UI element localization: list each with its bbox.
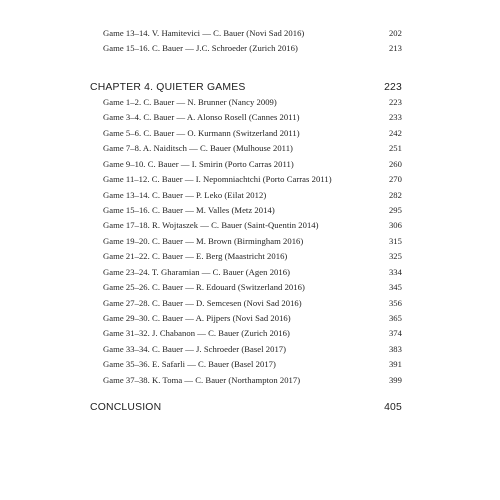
conclusion-page: 405 xyxy=(384,402,402,414)
toc-entry xyxy=(90,205,402,220)
chapter-heading xyxy=(90,82,402,93)
entry-title: Game 25–26. C. Bauer — R. Edouard (Switzerland 2016) xyxy=(103,282,305,293)
entry-page: 282 xyxy=(388,189,402,200)
entry-page: 223 xyxy=(388,96,402,107)
entry-page: 399 xyxy=(388,374,402,385)
toc-entry xyxy=(90,28,402,43)
toc-entry xyxy=(90,236,402,251)
toc-entry xyxy=(90,313,402,328)
entry-title: Game 29–30. C. Bauer — A. Pijpers (Novi Sad 2016) xyxy=(103,313,291,323)
entry-page: 242 xyxy=(388,127,402,138)
entry-title: Game 9–10. C. Bauer — I. Smirin (Porto Carras 2011) xyxy=(103,158,294,169)
entry-page: 345 xyxy=(388,282,402,293)
entry-page: 295 xyxy=(388,204,402,215)
entry-title: Game 23–24. T. Gharamian — C. Bauer (Agen 2016) xyxy=(103,266,290,277)
conclusion-heading xyxy=(90,402,402,413)
entry-page: 260 xyxy=(388,158,402,169)
toc-entry xyxy=(90,190,402,205)
toc-entry xyxy=(90,128,402,143)
toc-entry xyxy=(90,282,402,297)
entry-title: Game 31–32. J. Chabanon — C. Bauer (Zurich 2016) xyxy=(103,328,290,339)
entry-page: 334 xyxy=(388,266,402,277)
toc-entry xyxy=(90,359,402,374)
chapter-page: 223 xyxy=(384,81,402,93)
entry-title: Game 11–12. C. Bauer — I. Nepomniachtchi (Porto Carras 2011) xyxy=(103,174,332,185)
toc-entry xyxy=(90,328,402,343)
toc-entry xyxy=(90,174,402,189)
entry-title: Game 15–16. C. Bauer — M. Valles (Metz 2014) xyxy=(103,204,275,215)
table-of-contents xyxy=(90,28,402,413)
entry-title: Game 13–14. V. Hamitevici — C. Bauer (Novi Sad 2016) xyxy=(103,28,305,38)
entry-page: 315 xyxy=(388,235,402,246)
entry-title: Game 21–22. C. Bauer — E. Berg (Maastricht 2016) xyxy=(103,251,288,262)
conclusion-title: CONCLUSION xyxy=(90,402,162,414)
entry-page: 251 xyxy=(388,143,402,154)
entry-title: Game 37–38. K. Toma — C. Bauer (Northampton 2017) xyxy=(103,374,301,385)
entry-title: Game 27–28. C. Bauer — D. Semcesen (Novi Sad 2016) xyxy=(103,297,302,308)
toc-entry xyxy=(90,251,402,266)
toc-entry xyxy=(90,298,402,313)
entry-page: 202 xyxy=(388,28,402,38)
entry-page: 383 xyxy=(388,343,402,354)
entry-title: Game 33–34. C. Bauer — J. Schroeder (Basel 2017) xyxy=(103,343,287,354)
chapter-title: CHAPTER 4. QUIETER GAMES xyxy=(90,81,246,93)
entry-page: 233 xyxy=(388,112,402,123)
entry-page: 356 xyxy=(388,297,402,308)
entry-title: Game 13–14. C. Bauer — P. Leko (Eilat 2012) xyxy=(103,189,267,200)
entry-title: Game 15–16. C. Bauer — J.C. Schroeder (Zurich 2016) xyxy=(103,43,298,54)
entry-title: Game 3–4. C. Bauer — A. Alonso Rosell (Cannes 2011) xyxy=(103,112,300,123)
toc-entry xyxy=(90,159,402,174)
toc-entry xyxy=(90,344,402,359)
toc-entry xyxy=(90,97,402,112)
entry-page: 325 xyxy=(388,251,402,262)
toc-entry xyxy=(90,143,402,158)
toc-entry xyxy=(90,112,402,127)
entry-page: 270 xyxy=(388,174,402,185)
entry-title: Game 7–8. A. Naiditsch — C. Bauer (Mulhouse 2011) xyxy=(103,143,293,154)
toc-entry xyxy=(90,220,402,235)
entry-page: 213 xyxy=(388,43,402,54)
toc-entry xyxy=(90,267,402,282)
entry-page: 306 xyxy=(388,220,402,231)
entry-page: 391 xyxy=(388,359,402,370)
toc-entry xyxy=(90,375,402,390)
entry-page: 374 xyxy=(388,328,402,339)
entry-title: Game 5–6. C. Bauer — O. Kurmann (Switzerland 2011) xyxy=(103,127,300,138)
toc-entry xyxy=(90,43,402,58)
entry-title: Game 19–20. C. Bauer — M. Brown (Birmingham 2016) xyxy=(103,235,304,246)
entry-title: Game 35–36. E. Safarli — C. Bauer (Basel 2017) xyxy=(103,359,276,370)
entry-title: Game 17–18. R. Wojtaszek — C. Bauer (Saint-Quentin 2014) xyxy=(103,220,319,231)
entry-title: Game 1–2. C. Bauer — N. Brunner (Nancy 2009) xyxy=(103,96,277,107)
entry-page: 365 xyxy=(388,313,402,323)
